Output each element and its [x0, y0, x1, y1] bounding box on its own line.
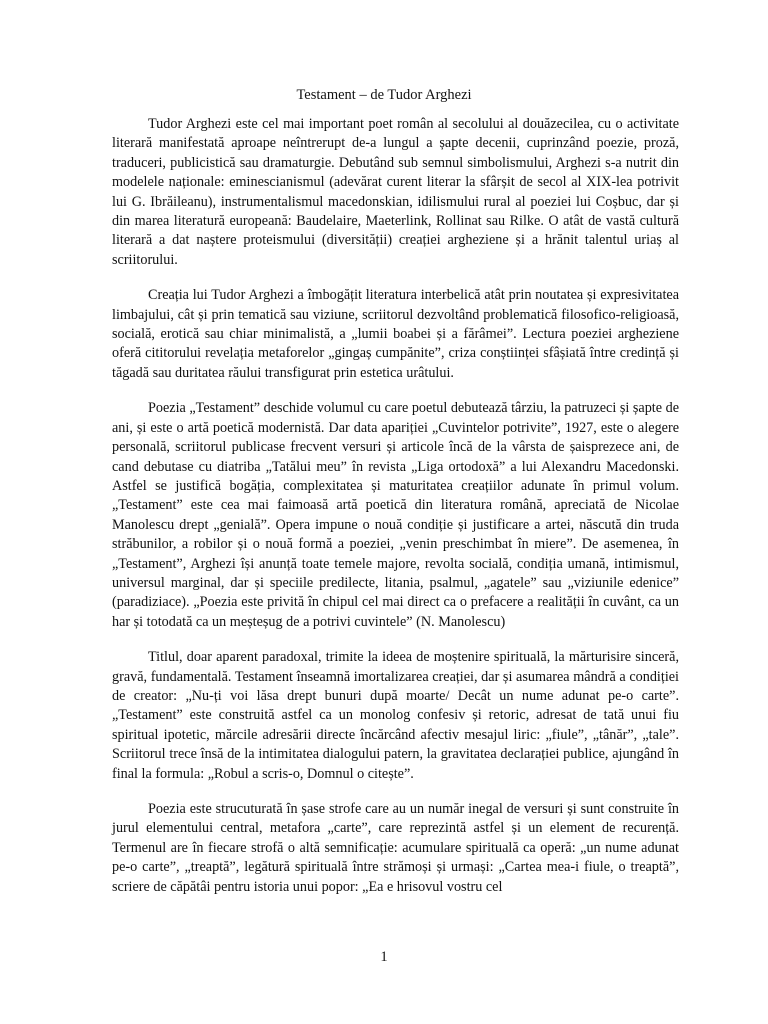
paragraph-title-analysis: Titlul, doar aparent paradoxal, trimite la ideea de moștenire spirituală, la mărturisire sinceră, gravă, fundamentală. Testament înseamnă imortalizarea creației, dar și asumarea mândră a condiției de creator: „Nu-ți voi lăsa drept bunuri după moarte/ Decât un nume adunat pe-o carte”. „Testament” este construită astfel ca un monolog confesiv și retoric, adresat de tată unui fiu spiritual ipotetic, mărcile adresării directe încărcând afectiv mesajul liric: „fiule”, „tânăr”, „tale”. Scriitorul trece însă de la intimitatea dialogului patern, la gravitatea declarației publice, ajungând în final la formula: „Robul a scris-o, Domnul o citește”.	[112, 649, 679, 782]
document-title: Testament – de Tudor Arghezi	[296, 87, 472, 103]
paragraph-testament-volume: Poezia „Testament” deschide volumul cu care poetul debutează târziu, la patruzeci și șapte de ani, și este o artă poetică modernistă. Dar data apariției „Cuvintelor potrivite”, 1927, este o alegere personală, scriitorul publicase frecvent versuri și articole încă de la vârsta de șaisprezece ani, de cand debutase cu diatriba „Tatălui meu” în revista „Liga ortodoxă” a lui Alexandru Macedonski. Astfel se justifică bogăția, complexitatea și maturitatea creațiilor adunate în primul volum. „Testament” este cea mai faimoasă artă poetică din literatura română, apreciată de Nicolae Manolescu drept „genială”. Opera impune o nouă condiție și justificare a artei, născută din truda străbunilor, a robilor și o nouă formă a poeziei, „venin preschimbat în miere”. De asemenea, în „Testament”, Arghezi își anunță toate temele majore, revolta socială, condiția umană, intimismul, universul marginal, dar și speciile predilecte, litania, psalmul, „agatele” sau „viziunile edenice” (paradiziace). „Poezia este privită în chipul cel mai direct ca o prefacere a realității în cuvânt, ca un har și totodată ca un meșteșug de a potrivi cuvintele” (N. Manolescu)	[112, 400, 679, 630]
paragraph-intro: Tudor Arghezi este cel mai important poet român al secolului al douăzecilea, cu o activitate literară manifestată aproape neîntrerupt de-a lungul a șapte decenii, cuprinzând poezie, proză, traduceri, publicistică sau dramaturgie. Debutând sub semnul simbolismului, Arghezi s-a nutrit din modelele naționale: eminescianismul (adevărat curent literar la sfârșit de secol al XIX-lea potrivit lui G. Ibrăileanu), instrumentalismul macedonskian, idilismului rural al poeziei lui Coșbuc, dar și din marea literatură europeană: Baudelaire, Maeterlink, Rollinat sau Rilke. O atât de vastă cultură literară a dat naștere proteismului (diversității) creației argheziene și a hrănit talentul uriaș al scriitorului.	[112, 116, 679, 268]
page-number: 1	[380, 949, 388, 965]
paragraph-creation: Creația lui Tudor Arghezi a îmbogățit literatura interbelică atât prin noutatea și expresivitatea limbajului, cât și prin tematică sau viziune, scriitorul dezvoltând problematică filosofico-religioasă, socială, erotică sau chiar minimalistă, a „lumii boabei și a fărâmei”. Lectura poeziei argheziene oferă cititorului revelația metaforelor „gingaș cumpănite”, criza conștiinței sfâșiată între credință și tăgadă sau duritatea răului transfigurat prin estetica urâtului.	[112, 287, 679, 381]
paragraph-structure: Poezia este strucuturată în șase strofe care au un număr inegal de versuri și sunt construite în jurul elementului central, metafora „carte”, care reprezintă astfel și un element de recurență. Termenul are în fiecare strofă o altă semnificație: acumulare spirituală ca operă: „un nume adunat pe-o carte”, „treaptă”, legătură spirituală între strămoși și urmași: „Cartea mea-i fiule, o treaptă”, scriere de căpătâi pentru istoria unui popor: „Ea e hrisovul vostru cel	[112, 801, 679, 895]
document-body	[112, 115, 679, 913]
